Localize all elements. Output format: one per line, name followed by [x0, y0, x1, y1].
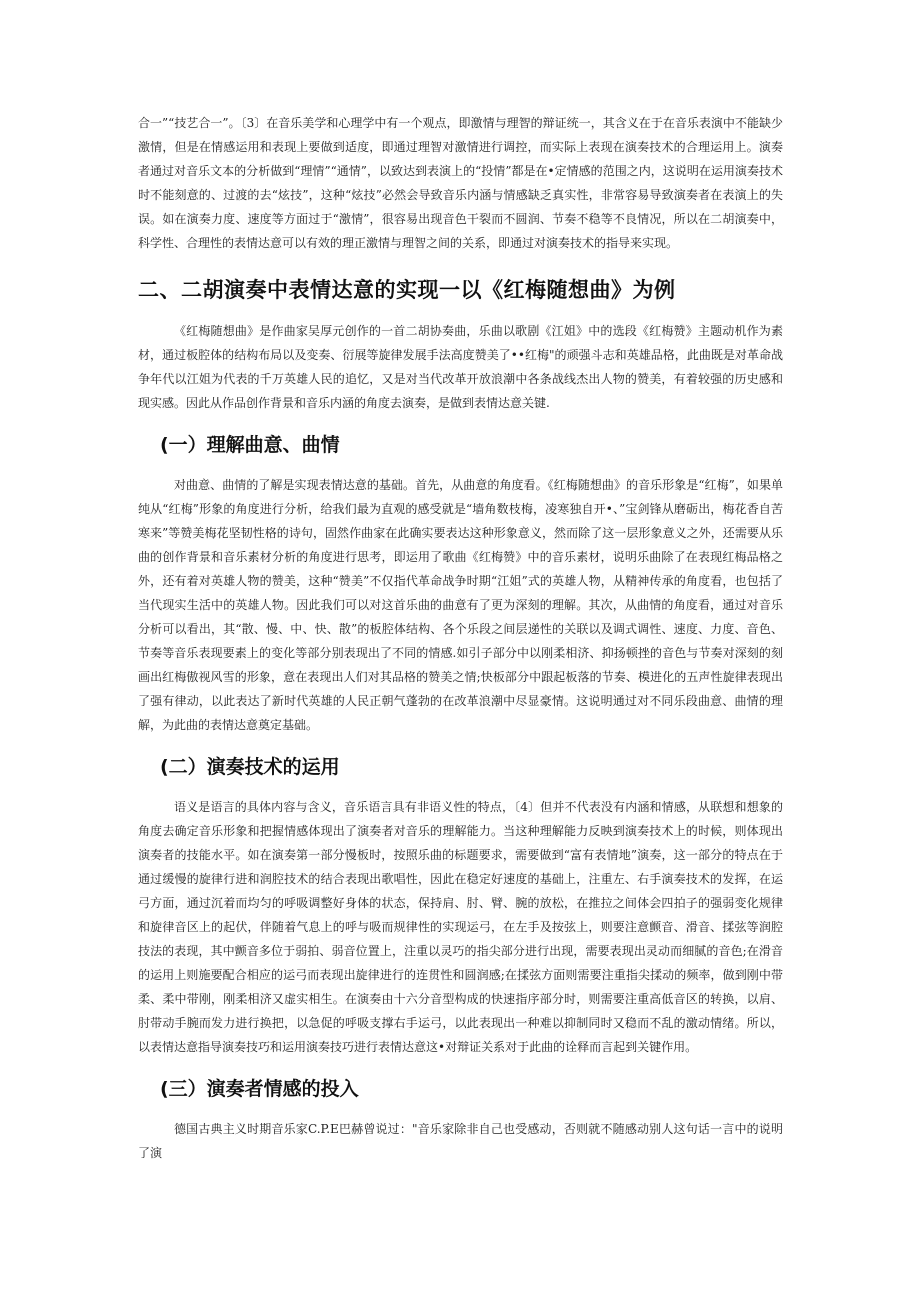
subsection-heading-3: (三）演奏者情感的投入	[160, 1078, 359, 1100]
subsection-heading-2: (二）演奏技术的运用	[160, 756, 340, 778]
document-page	[138, 111, 783, 1165]
subsection-paragraph-3: 德国古典主义时期音乐家C.P.E巴赫曾说过："音乐家除非自己也受感动，否则就不随感动别人这句话一言中的说明了演	[138, 1122, 783, 1160]
section-intro-paragraph: 《红梅随想曲》是作曲家吴厚元创作的一首二胡协奏曲，乐曲以歌剧《江姐》中的选段《红梅赞》主题动机作为素材，通过板腔体的结构布局以及变奏、衍展等旋律发展手法高度赞美了••红梅"的顽强斗志和英雄品格，此曲既是对革命战争年代以江姐为代表的千万英雄人民的追忆，又是对当代改革开放浪潮中各条战线杰出人物的赞美，有着较强的历史感和现实感。因此从作品创作背景和音乐内涵的角度去演奏，是做到表情达意关键.	[138, 324, 783, 410]
section-heading: 二、二胡演奏中表情达意的实现一以《红梅随想曲》为例	[138, 278, 676, 302]
subsection-heading-1: (一）理解曲意、曲情	[160, 434, 340, 456]
subsection-paragraph-1: 对曲意、曲情的了解是实现表情达意的基础。首先，从曲意的角度看。《红梅随想曲》的音乐形象是“红梅”，如果单纯从“红梅”形象的角度进行分析，给我们最为直观的感受就是“墙角数枝梅，凌寒独自开•、”宝剑锋从磨砺出，梅花香自苦寒来”等赞美梅花坚韧性格的诗句，固然作曲家在此确实要表达这种形象意义，然而除了这一层形象意义之外，还需要从乐曲的创作背景和音乐素材分析的角度进行思考，即运用了歌曲《红梅赞》中的音乐素材，说明乐曲除了在表现红梅品格之外，还有着对英雄人物的赞美，这种“赞美”不仅指代革命战争时期“江姐”式的英雄人物，从精神传承的角度看，也包括了当代现实生活中的英雄人物。因此我们可以对这首乐曲的曲意有了更为深刻的理解。其次，从曲情的角度看，通过对音乐分析可以看出，其“散、慢、中、快、散”的板腔体结构、各个乐段之间层递性的关联以及调式调性、速度、力度、音色、节奏等音乐表现要素上的变化等部分别表现出了不同的情感.如引子部分中以刚柔相济、抑扬顿挫的音色与节奏对深刻的刻画出红梅傲视风雪的形象，意在表现出人们对其品格的赞美之情;快板部分中跟起板落的节奏、模进化的五声性旋律表现出了强有律动，以此表达了新时代英雄的人民正朝气蓬勃的在改革浪潮中尽显豪情。这说明通过对不同乐段曲意、曲情的理解，为此曲的表情达意奠定基础。	[138, 478, 783, 732]
intro-paragraph: 合一”“技艺合一”。〔3〕在音乐美学和心理学中有一个观点，即激情与理智的辩证统一，其含义在于在音乐表演中不能缺少激情，但是在情感运用和表现上要做到适度，即通过理智对激情进行调控，而实际上表现在演奏技术的合理运用上。演奏者通过对音乐文本的分析做到“理情”“通情”，以致达到表演上的“投情”都是在•定情感的范围之内，这说明在运用演奏技术时不能刻意的、过渡的去“炫技”，这种“炫技”必然会导致音乐内涵与情感缺乏真实性，非常容易导致演奏者在表演上的失误。如在演奏力度、速度等方面过于“激情”，很容易出现音色干裂而不圆润、节奏不稳等不良情况，所以在二胡演奏中，科学性、合理性的表情达意可以有效的理正激情与理智之间的关系，即通过对演奏技术的指导来实现。	[138, 116, 783, 250]
subsection-paragraph-2: 语义是语言的具体内容与含义，音乐语言具有非语义性的特点，〔4〕但并不代表没有内涵和情感，从联想和想象的角度去确定音乐形象和把握情感体现出了演奏者对音乐的理解能力。当这种理解能力反映到演奏技术上的时候，则体现出演奏者的技能水平。如在演奏第一部分慢板时，按照乐曲的标题要求，需要做到“富有表情地”演奏，这一部分的特点在于通过缓慢的旋律行进和润腔技术的结合表现出歌唱性，因此在稳定好速度的基础上，注重左、右手演奏技术的发挥，在运弓方面，通过沉着而均匀的呼吸调整好身体的状态，保持肩、肘、臂、腕的放松，在推拉之间体会四拍子的强弱变化规律和旋律音区上的起伏，伴随着气息上的呼与吸而规律性的实现运弓，在左手及按弦上，则要注意颤音、滑音、揉弦等润腔技法的表现，其中颤音多位于弱拍、弱音位置上，注重以灵巧的指尖部分进行出现，需要表现出灵动而细腻的音色;在滑音的运用上则施要配合相应的运弓而表现出旋律进行的连贯性和圆润感;在揉弦方面则需要注重指尖揉动的频率，做到刚中带柔、柔中带刚，刚柔相济又虚实相生。在演奏由十六分音型构成的快速指序部分时，则需要注重高低音区的转换，以肩、肘带动手腕而发力进行换把，以急促的呼吸支撑右手运弓，以此表现出一种难以抑制同时又稳而不乱的激动情绪。所以，以表情达意指导演奏技巧和运用演奏技巧进行表情达意这•对辩证关系对于此曲的诠释而言起到关键作用。	[138, 800, 783, 1054]
